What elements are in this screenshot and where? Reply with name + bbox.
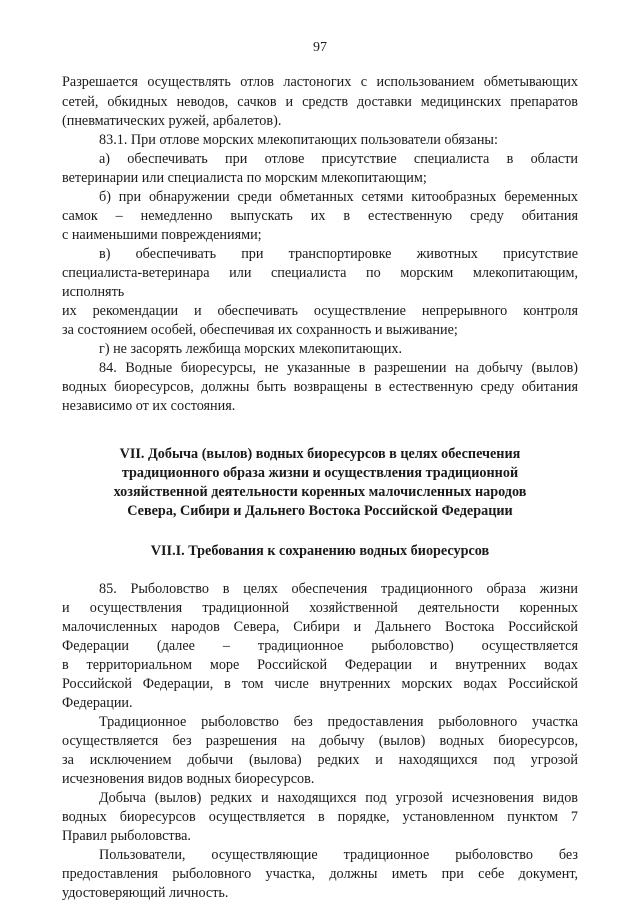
text-line: самок – немедленно выпускать их в естественную среду обитания (62, 208, 578, 224)
text-line: Российской Федерации, в том числе внутренних морских водах Российской (62, 676, 578, 692)
text-line: специалиста-ветеринара или специалиста по морским млекопитающим, (62, 265, 578, 281)
text-line: а) обеспечивать при отлове присутствие специалиста в области (99, 151, 578, 167)
text-line: независимо от их состояния. (62, 398, 236, 414)
text-line: предоставления рыболовного участка, должны иметь при себе документ, (62, 866, 578, 882)
subsection-heading: VII.I. Требования к сохранению водных биоресурсов (150, 543, 490, 559)
text-line: малочисленных народов Севера, Сибири и Дальнего Востока Российской (62, 619, 578, 635)
text-line: 83.1. При отлове морских млекопитающих пользователи обязаны: (99, 132, 498, 148)
text-line: Пользователи, осуществляющие традиционное рыболовство без (99, 847, 578, 863)
text-line: и осуществления традиционной хозяйственной деятельности коренных (62, 600, 578, 616)
text-line: Правил рыболовства. (62, 828, 191, 844)
text-line: 85. Рыболовство в целях обеспечения традиционного образа жизни (99, 581, 578, 597)
text-line: осуществляется без разрешения на добычу (вылов) водных биоресурсов, (62, 733, 578, 749)
text-line: (пневматических ружей, арбалетов). (62, 113, 282, 129)
text-line: Федерации (далее – традиционное рыболовство) осуществляется (62, 638, 578, 654)
text-line: исполнять (62, 284, 125, 300)
text-line: за состоянием особей, обеспечивая их сохранность и выживание; (62, 322, 458, 338)
text-line: в территориальном море Российской Федерации и внутренних водах (62, 657, 578, 673)
section-heading: VII. Добыча (вылов) водных биоресурсов в целях обеспечения (119, 446, 521, 462)
text-line: за исключением добычи (вылова) редких и находящихся под угрозой (62, 752, 578, 768)
section-heading: хозяйственной деятельности коренных малочисленных народов (113, 484, 527, 500)
text-line: ветеринарии или специалиста по морским млекопитающим; (62, 170, 427, 186)
text-line: водных биоресурсов, должны быть возвращены в естественную среду обитания (62, 379, 578, 395)
section-heading: традиционного образа жизни и осуществления традиционной (121, 465, 519, 481)
text-line: Федерации. (62, 695, 133, 711)
text-line: сетей, обкидных неводов, сачков и средств доставки медицинских препаратов (62, 94, 578, 110)
text-line: исчезновения видов водных биоресурсов. (62, 771, 315, 787)
text-line: б) при обнаружении среди обметанных сетями китообразных беременных (99, 189, 578, 205)
text-line: удостоверяющий личность. (62, 885, 229, 901)
text-line: 84. Водные биоресурсы, не указанные в разрешении на добычу (вылов) (99, 360, 578, 376)
text-line: г) не засорять лежбища морских млекопитающих. (99, 341, 403, 357)
text-line: Традиционное рыболовство без предоставления рыболовного участка (99, 714, 578, 730)
text-line: Разрешается осуществлять отлов ластоногих с использованием обметывающих (62, 74, 578, 90)
text-line: Добыча (вылов) редких и находящихся под угрозой исчезновения видов (99, 790, 578, 806)
text-line: их рекомендации и обеспечивать осуществление непрерывного контроля (62, 303, 578, 319)
page-number: 97 (313, 40, 327, 55)
text-line: водных биоресурсов осуществляется в порядке, установленном пунктом 7 (62, 809, 578, 825)
section-heading: Севера, Сибири и Дальнего Востока Российской Федерации (127, 503, 513, 519)
text-line: в) обеспечивать при транспортировке животных присутствие (99, 246, 578, 262)
text-line: с наименьшими повреждениями; (62, 227, 262, 243)
